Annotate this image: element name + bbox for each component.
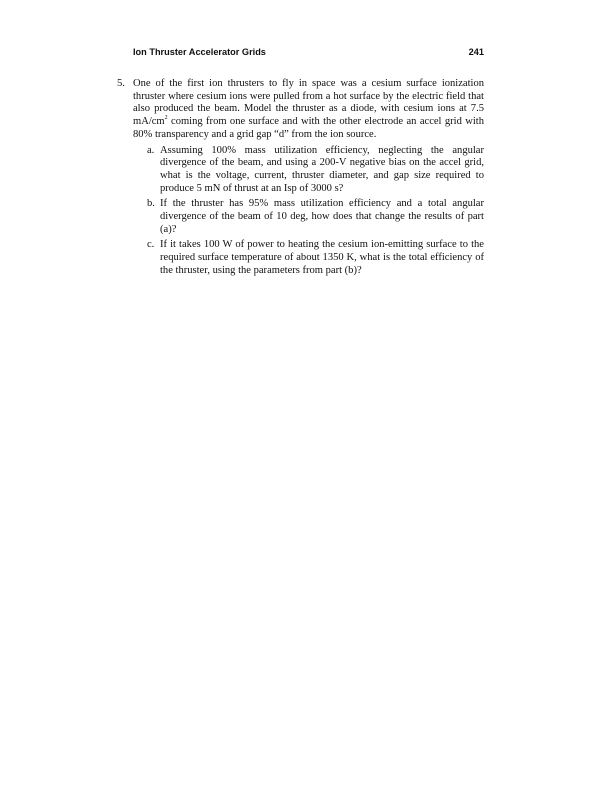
part-c xyxy=(147,239,484,277)
part-letter: a. xyxy=(147,144,155,156)
part-text: If it takes 100 W of power to heating the cesium ion-emitting surface to the required surface temperature of about 1350 K, what is the total efficiency of the thruster, using the parameters from part (b)? xyxy=(160,239,484,276)
statement-text-cont: coming from one surface and with the other electrode an accel grid with 80% transparency and a grid gap “d” from the ion source. xyxy=(133,116,484,140)
page-number: 241 xyxy=(468,47,484,57)
problem-statement xyxy=(133,78,484,142)
problem-5 xyxy=(117,78,484,278)
part-text: Assuming 100% mass utilization efficiency, neglecting the angular divergence of the beam, and using a 200-V negative bias on the accel grid, what is the voltage, current, thruster diameter, and gap size required to produce 5 mN of thrust at an Isp of 3000 s? xyxy=(160,144,484,194)
part-letter: c. xyxy=(147,239,155,251)
problem-number: 5. xyxy=(117,78,125,89)
part-a xyxy=(147,144,484,196)
statement-text: One of the first ion thrusters to fly in space was a cesium surface ionization thruster where cesium ions were pulled from a hot surface by the electric field that also produced the beam. Model the thruster as a diode, with cesium ions at 7.5 mA/cm xyxy=(133,78,484,128)
part-text: If the thruster has 95% mass utilization efficiency and a total angular divergence of the beam of 10 deg, how does that change the results of part (a)? xyxy=(160,198,484,235)
part-letter: b. xyxy=(147,198,155,210)
superscript: 2 xyxy=(164,115,168,122)
running-header xyxy=(133,47,484,61)
part-b xyxy=(147,198,484,236)
chapter-title: Ion Thruster Accelerator Grids xyxy=(133,47,266,57)
